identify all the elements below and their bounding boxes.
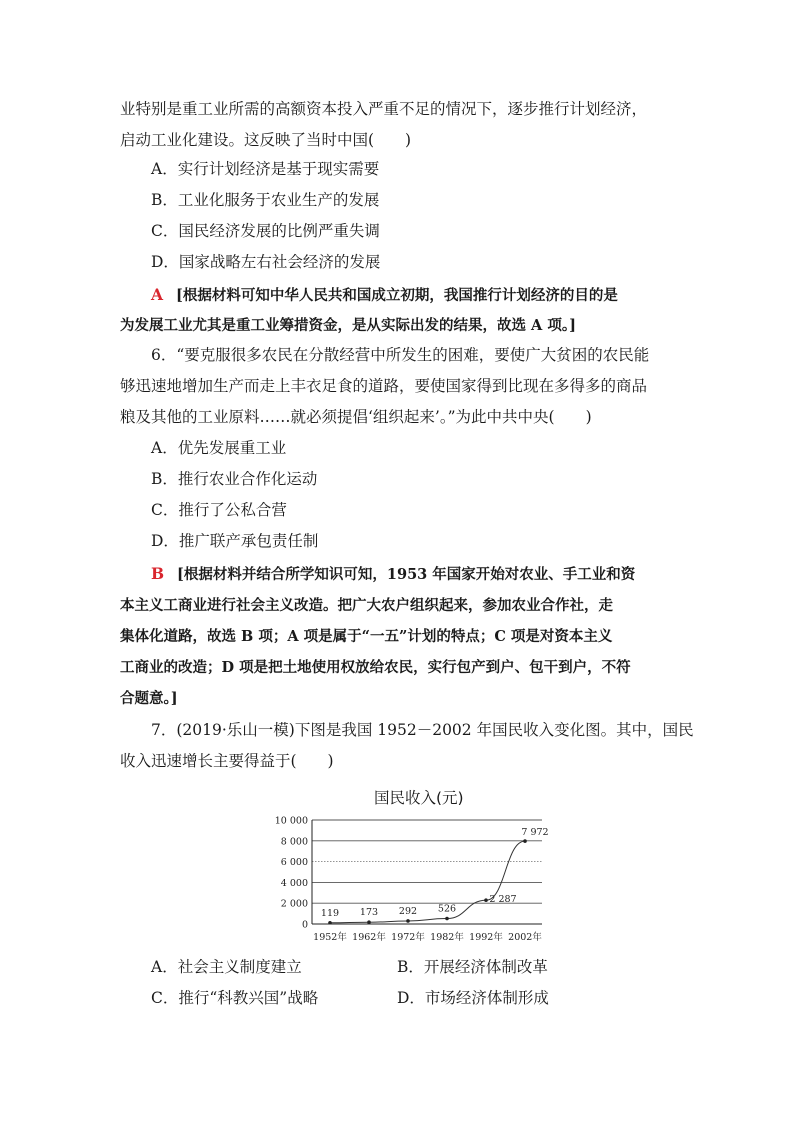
data-point bbox=[367, 920, 371, 924]
q5-stem-line2: 启动工业化建设。这反映了当时中国( ) bbox=[120, 131, 412, 149]
data-label: 526 bbox=[437, 903, 457, 915]
q5-option-b: B．工业化服务于农业生产的发展 bbox=[151, 191, 380, 209]
q6-option-d: D．推广联产承包责任制 bbox=[151, 532, 319, 550]
q7-option-a: A．社会主义制度建立 bbox=[151, 958, 302, 976]
national-income-chart bbox=[260, 810, 560, 950]
q6-explanation-line2: 本主义工商业进行社会主义改造。把广大农户组织起来，参加农业合作社，走 bbox=[120, 597, 613, 614]
data-point bbox=[445, 917, 449, 921]
q6-answer-letter: B bbox=[151, 564, 165, 583]
x-tick-label: 1992年 bbox=[469, 932, 503, 943]
q5-explanation-line1 bbox=[151, 285, 618, 306]
data-label: 7 972 bbox=[521, 827, 549, 839]
q6-option-a: A．优先发展重工业 bbox=[151, 439, 287, 457]
q5-stem-line1: 业特别是重工业所需的高额资本投入严重不足的情况下，逐步推行计划经济， bbox=[120, 100, 648, 118]
y-tick-label: 2 000 bbox=[280, 898, 308, 910]
data-point bbox=[523, 839, 527, 843]
q7-option-c: C．推行“科教兴国”战略 bbox=[151, 989, 319, 1007]
q6-option-b: B．推行农业合作化运动 bbox=[151, 470, 318, 488]
q5-option-c: C．国民经济发展的比例严重失调 bbox=[151, 222, 380, 240]
y-tick-label: 8 000 bbox=[280, 836, 308, 848]
q5-explanation-line2: 为发展工业尤其是重工业筹措资金，是从实际出发的结果，故选 A 项。] bbox=[120, 317, 576, 334]
x-tick-label: 2002年 bbox=[508, 932, 542, 943]
q6-explanation-line5: 合题意。] bbox=[120, 690, 178, 707]
q6-explanation-text: [根据材料并结合所学知识可知，1953 年国家开始对农业、手工业和资 bbox=[177, 566, 636, 583]
x-tick-label: 1952年 bbox=[313, 932, 347, 943]
data-point bbox=[484, 898, 488, 902]
q6-stem-line2: 够迅速地增加生产而走上丰衣足食的道路，要使国家得到比现在多得多的商品 bbox=[120, 377, 648, 395]
data-label: 173 bbox=[359, 907, 379, 919]
x-tick-label: 1972年 bbox=[391, 932, 425, 943]
q5-option-a: A．实行计划经济是基于现实需要 bbox=[151, 160, 380, 178]
q7-option-d: D．市场经济体制形成 bbox=[397, 989, 549, 1007]
q7-stem-line2: 收入迅速增长主要得益于( ) bbox=[120, 752, 334, 770]
data-point bbox=[328, 921, 332, 925]
x-tick-label: 1982年 bbox=[430, 932, 464, 943]
y-tick-label: 10 000 bbox=[274, 815, 308, 827]
q5-answer-letter: A bbox=[151, 285, 164, 304]
q7-stem-line1: 7．(2019·乐山一模)下图是我国 1952－2002 年国民收入变化图。其中，国民 bbox=[151, 721, 694, 739]
q5-explanation-text: [根据材料可知中华人民共和国成立初期，我国推行计划经济的目的是 bbox=[175, 287, 618, 304]
data-point bbox=[406, 919, 410, 923]
y-tick-label: 0 bbox=[301, 919, 308, 931]
x-tick-label: 1962年 bbox=[352, 932, 386, 943]
q6-stem-line3: 粮及其他的工业原料……就必须提倡‘组织起来’。”为此中共中央( ) bbox=[120, 408, 592, 426]
q6-explanation-line3: 集体化道路，故选 B 项；A 项是属于“一五”计划的特点；C 项是对资本主义 bbox=[120, 628, 613, 645]
q6-explanation-line4: 工商业的改造；D 项是把土地使用权放给农民，实行包产到户、包干到户，不符 bbox=[120, 659, 631, 676]
data-label: 2 287 bbox=[489, 894, 517, 906]
q6-explanation-line1 bbox=[151, 564, 635, 585]
y-tick-label: 6 000 bbox=[280, 857, 308, 869]
data-label: 292 bbox=[398, 905, 418, 917]
q6-option-c: C．推行了公私合营 bbox=[151, 501, 287, 519]
q6-stem-line1: 6．“要克服很多农民在分散经营中所发生的困难，要使广大贫困的农民能 bbox=[151, 346, 650, 364]
data-label: 119 bbox=[320, 907, 340, 919]
chart-title: 国民收入(元) bbox=[374, 789, 464, 807]
q7-option-b: B．开展经济体制改革 bbox=[397, 958, 548, 976]
q5-option-d: D．国家战略左右社会经济的发展 bbox=[151, 253, 381, 271]
y-tick-label: 4 000 bbox=[280, 877, 308, 889]
